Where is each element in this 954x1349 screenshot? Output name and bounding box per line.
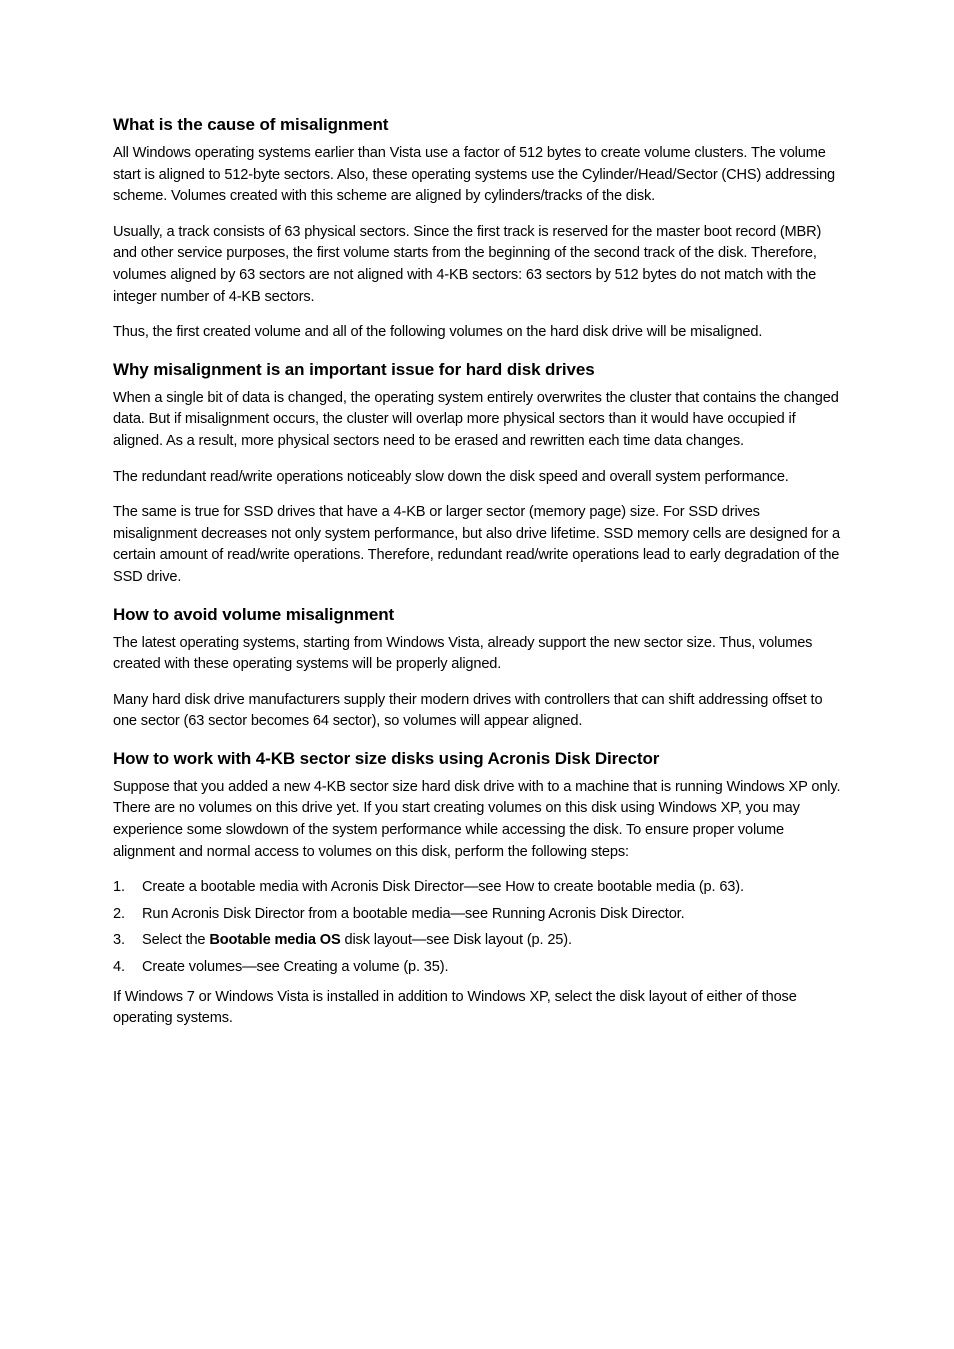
list-number: 2. [113, 905, 125, 922]
section-cause [113, 113, 841, 344]
section-avoid [113, 603, 841, 733]
section-heading: How to work with 4-KB sector size disks using Acronis Disk Director [113, 748, 660, 768]
section-heading: How to avoid volume misalignment [113, 604, 395, 624]
section-acronis [113, 747, 841, 1030]
list-item [113, 930, 841, 952]
paragraph: All Windows operating systems earlier than Vista use a factor of 512 bytes to create volume clusters. The volume start is aligned to 512-byte sectors. Also, these operating systems use the Cylinder/Head/Sector (CHS) addressing scheme. Volumes created with this scheme are aligned by cylinders/tracks of the disk. [113, 145, 836, 205]
list-number: 4. [113, 959, 125, 976]
list-item [113, 904, 841, 926]
document-page [113, 113, 841, 1044]
paragraph: Usually, a track consists of 63 physical sectors. Since the first track is reserved for the master boot record (MBR) and other service purposes, the first volume starts from the beginning of the second track of the disk. Therefore, volumes aligned by 63 sectors are not aligned with 4-KB sectors: 63 sectors by 512 bytes do not match with the integer number of 4-KB sectors. [113, 223, 822, 305]
section-heading: What is the cause of misalignment [113, 115, 389, 134]
bold-term: Bootable media OS [209, 932, 341, 949]
list-number: 3. [113, 932, 125, 949]
list-item [113, 957, 841, 979]
section-importance [113, 358, 841, 589]
list-text: Create volumes—see Creating a volume (p. 35). [142, 959, 449, 976]
paragraph: Thus, the first created volume and all of the following volumes on the hard disk drive will be misaligned. [113, 324, 763, 341]
list-text: Create a bootable media with Acronis Disk Director—see How to create bootable media (p. 63). [142, 879, 744, 896]
paragraph: The latest operating systems, starting from Windows Vista, already support the new sector size. Thus, volumes created with these operating systems will be properly aligned. [113, 634, 813, 673]
list-number: 1. [113, 879, 125, 896]
paragraph: Suppose that you added a new 4-KB sector size hard disk drive with to a machine that is running Windows XP only. There are no volumes on this drive yet. If you start creating volumes on this disk using Windows XP, you may experience some slowdown of the system performance while accessing the disk. To ensure proper volume alignment and normal access to volumes on this disk, perform the following steps: [113, 778, 841, 860]
paragraph: The redundant read/write operations noticeably slow down the disk speed and overall system performance. [113, 468, 789, 485]
paragraph: When a single bit of data is changed, the operating system entirely overwrites the cluster that contains the changed data. But if misalignment occurs, the cluster will overlap more physical sectors than it would have occupied if aligned. As a result, more physical sectors need to be erased and rewritten each time data changes. [113, 389, 839, 449]
steps-list [113, 877, 841, 978]
paragraph: The same is true for SSD drives that have a 4-KB or larger sector (memory page) size. For SSD drives misalignment decreases not only system performance, but also drive lifetime. SSD memory cells are designed for a certain amount of read/write operations. Therefore, redundant read/write operations lead to early degradation of the SSD drive. [113, 504, 840, 585]
section-heading: Why misalignment is an important issue for hard disk drives [113, 359, 595, 379]
list-text: Run Acronis Disk Director from a bootable media—see Running Acronis Disk Director. [142, 905, 685, 922]
list-item [113, 877, 841, 899]
closing-paragraph: If Windows 7 or Windows Vista is installed in addition to Windows XP, select the disk layout of either of those operating systems. [113, 988, 797, 1027]
paragraph: Many hard disk drive manufacturers supply their modern drives with controllers that can shift addressing offset to one sector (63 sector becomes 64 sector), so volumes will appear aligned. [113, 691, 823, 730]
list-text: Select the Bootable media OS disk layout—see Disk layout (p. 25). [142, 932, 572, 949]
